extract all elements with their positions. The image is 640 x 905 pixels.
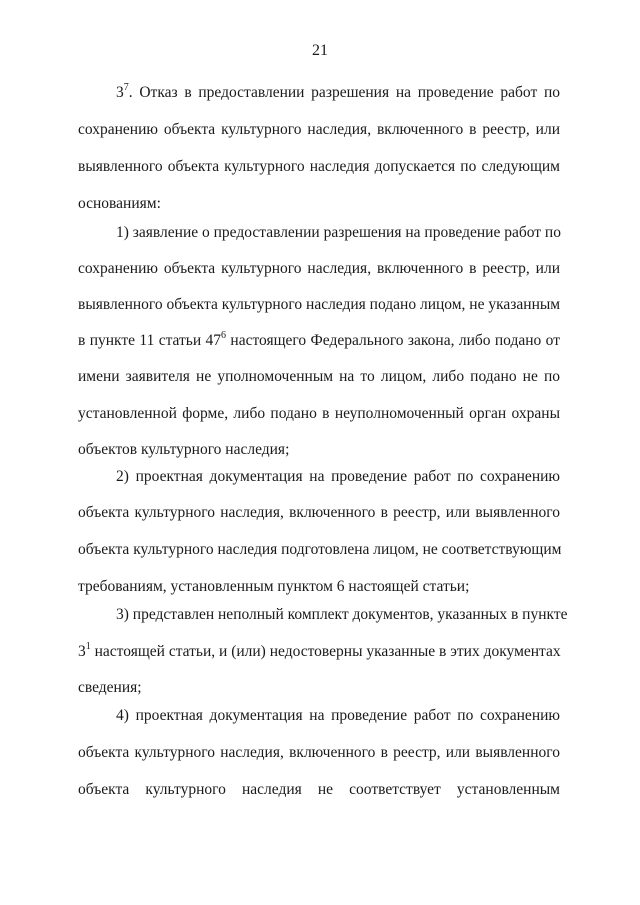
paragraph-2-line-1: [116, 223, 560, 243]
paragraph-5-line-3: [78, 780, 560, 800]
paragraph-4-line-1: [116, 605, 568, 625]
text-run: имени заявителя не уполномоченным на то лицом, либо подано не по: [78, 368, 560, 385]
paragraph-3-line-3: [78, 540, 560, 560]
text-run: 3) представлен неполный комплект документов, указанных в пункте: [116, 606, 568, 623]
text-run: объектов культурного наследия;: [78, 441, 290, 458]
paragraph-2-line-7: [78, 440, 560, 460]
text-run: сведения;: [78, 679, 142, 696]
text-run: настоящей статьи, и (или) недостоверны указанные в этих документах: [90, 643, 561, 660]
text-run: объекта культурного наследия, включенного в реестр, или выявленного: [78, 504, 560, 521]
paragraph-1-line-4: [78, 194, 560, 214]
superscript: 6: [221, 329, 227, 341]
text-run: сохранению объекта культурного наследия, включенного в реестр, или: [78, 260, 560, 277]
text-run: . Отказ в предоставлении разрешения на проведение работ по: [128, 84, 560, 101]
paragraph-1-line-3: [78, 157, 560, 177]
text-run: настоящего Федерального закона, либо подано от: [226, 332, 560, 349]
text-run: требованиям, установленным пунктом 6 настоящей статьи;: [78, 578, 470, 595]
paragraph-2-line-4: [78, 331, 560, 351]
text-run: основаниям:: [78, 195, 161, 212]
paragraph-2-line-5: [78, 367, 560, 387]
superscript: 1: [85, 640, 91, 652]
text-run: объекта культурного наследия, включенного в реестр, или выявленного: [78, 744, 560, 761]
paragraph-5-line-2: [78, 743, 560, 763]
page-number: 21: [312, 42, 328, 59]
text-run: выявленного объекта культурного наследия подано лицом, не указанным: [78, 296, 561, 313]
text-run: 3: [78, 643, 86, 660]
paragraph-1-line-1: [116, 83, 560, 103]
paragraph-4-line-3: [78, 678, 560, 698]
text-run: в пункте 11 статьи 47: [78, 332, 222, 349]
text-run: установленной форме, либо подано в неуполномоченный орган охраны: [78, 405, 560, 422]
paragraph-3-line-1: [116, 467, 560, 487]
text-run: объекта культурного наследия не соответствует установленным: [78, 781, 560, 798]
paragraph-5-line-1: [116, 706, 560, 726]
text-run: 4) проектная документация на проведение работ по сохранению: [116, 707, 560, 724]
paragraph-2-line-6: [78, 404, 560, 424]
superscript: 7: [123, 81, 129, 93]
text-run: выявленного объекта культурного наследия допускается по следующим: [78, 158, 560, 175]
text-run: сохранению объекта культурного наследия, включенного в реестр, или: [78, 121, 560, 138]
text-run: 1) заявление о предоставлении разрешения на проведение работ по: [116, 224, 561, 241]
text-run: объекта культурного наследия подготовлена лицом, не соответствующим: [78, 541, 562, 558]
paragraph-2-line-2: [78, 259, 560, 279]
paragraph-3-line-4: [78, 577, 560, 597]
paragraph-1-line-2: [78, 120, 560, 140]
text-run: 3: [116, 84, 124, 101]
paragraph-2-line-3: [78, 295, 560, 315]
paragraph-3-line-2: [78, 503, 560, 523]
paragraph-4-line-2: [78, 642, 560, 662]
text-run: 2) проектная документация на проведение работ по сохранению: [116, 468, 560, 485]
